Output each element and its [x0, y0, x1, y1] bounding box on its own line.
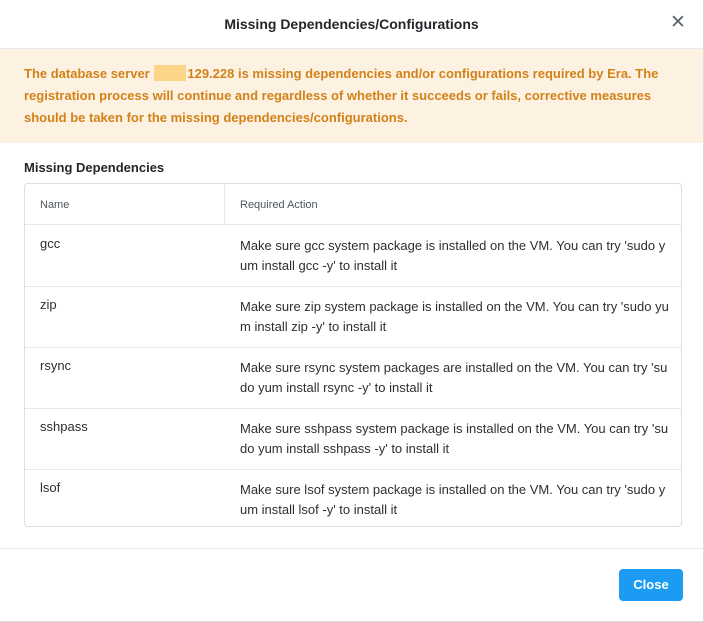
- table-row: [25, 286, 681, 348]
- dependency-name: gcc: [40, 236, 61, 251]
- dependency-name: sshpass: [40, 419, 88, 434]
- table-row: [25, 347, 681, 409]
- required-action: Make sure lsof system package is installed on the VM. You can try 'sudo yum install lsof -y' to install it: [240, 482, 666, 517]
- required-action: Make sure gcc system package is installed on the VM. You can try 'sudo yum install gcc -y' to install it: [240, 238, 666, 273]
- warning-banner: [0, 49, 703, 143]
- table-header: [25, 184, 681, 225]
- column-header-name: Name: [40, 199, 70, 211]
- dialog-header: [0, 0, 703, 49]
- table-row: [25, 469, 681, 527]
- table-row: [25, 408, 681, 470]
- column-divider: [224, 184, 225, 224]
- dialog-title: Missing Dependencies/Configurations: [224, 16, 479, 32]
- warning-text-end: 129.228 is missing dependencies and/or configurations required by Era. The registration process will continue and regardless of whether it succeeds or fails, corrective measures should be taken for the missing dependencies/configurations.: [24, 66, 659, 125]
- section-title: Missing Dependencies: [24, 160, 165, 175]
- close-icon[interactable]: ✕: [670, 12, 686, 33]
- dependency-name: rsync: [40, 358, 72, 373]
- footer-divider: [0, 548, 703, 549]
- dependency-name: zip: [40, 297, 57, 312]
- required-action: Make sure sshpass system package is installed on the VM. You can try 'sudo yum install sshpass -y' to install it: [240, 421, 669, 456]
- close-button[interactable]: Close: [619, 569, 683, 601]
- required-action: Make sure zip system package is installed on the VM. You can try 'sudo yum install zip -y' to install it: [240, 299, 669, 334]
- dependency-name: lsof: [40, 480, 61, 495]
- redacted-ip: [154, 65, 186, 81]
- warning-text-start: The database server: [24, 66, 154, 81]
- warning-message: [24, 63, 664, 129]
- table-row: [25, 225, 681, 287]
- column-header-required-action: Required Action: [240, 199, 318, 211]
- required-action: Make sure rsync system packages are installed on the VM. You can try 'sudo yum install rsync -y' to install it: [240, 360, 668, 395]
- dependencies-table: [24, 183, 682, 527]
